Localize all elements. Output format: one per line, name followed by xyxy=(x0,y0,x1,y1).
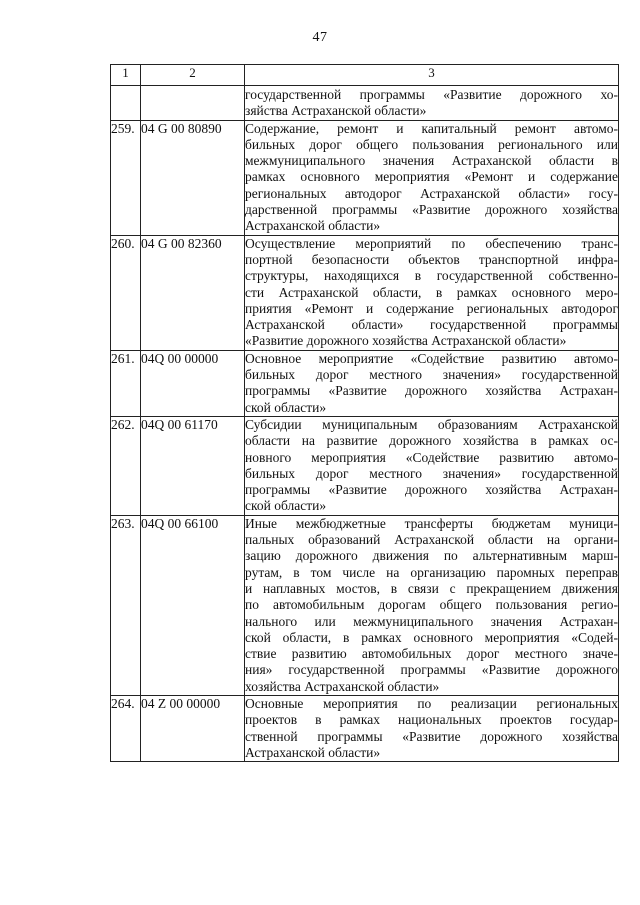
row-number: 264. xyxy=(111,695,141,761)
description-line: «Развитие дорожного хозяйства Астраханской области» xyxy=(245,333,567,349)
row-code: 04 Z 00 00000 xyxy=(141,695,245,761)
description-line: ственной программы «Развитие дорожного хозяйства xyxy=(245,728,618,744)
description-line: дарственной программы «Развитие дорожного хозяйства xyxy=(245,202,618,218)
description-line: Содержание, ремонт и капитальный ремонт автомо- xyxy=(245,120,618,136)
description-line: Основные мероприятия по реализации региональных xyxy=(245,695,618,711)
table-row xyxy=(111,416,619,515)
description-line: ской области» xyxy=(245,498,327,514)
row-description xyxy=(245,86,619,121)
row-number: 259. xyxy=(111,120,141,235)
continuation-row xyxy=(111,86,619,121)
description-line: зацию дорожного движения по альтернативным марш- xyxy=(245,548,618,564)
description-line: ской области» xyxy=(245,399,327,415)
description-line: межмуниципального значения Астраханской области в xyxy=(245,153,618,169)
row-number: 262. xyxy=(111,416,141,515)
row-description xyxy=(245,515,619,695)
row-code: 04Q 00 66100 xyxy=(141,515,245,695)
row-description xyxy=(245,695,619,761)
description-line: Основное мероприятие «Содействие развитию автомо- xyxy=(245,350,618,366)
description-line: Астраханской области» государственной программы xyxy=(245,317,618,333)
description-line: проектов в рамках национальных проектов государ- xyxy=(245,712,618,728)
description-line: бильных дорог местного значения» государственной xyxy=(245,367,618,383)
description-line: структуры, находящихся в государственной собственно- xyxy=(245,268,618,284)
description-line: хозяйства Астраханской области» xyxy=(245,678,440,694)
description-line: сти Астраханской области, в рамках основного меро- xyxy=(245,284,618,300)
description-line: зяйства Астраханской области» xyxy=(245,103,427,119)
row-number: 263. xyxy=(111,515,141,695)
row-description xyxy=(245,350,619,416)
description-line: пальных образований Астраханской области на органи- xyxy=(245,532,618,548)
row-number: 261. xyxy=(111,350,141,416)
header-row xyxy=(111,65,619,86)
description-line: программы «Развитие дорожного хозяйства Астрахан- xyxy=(245,482,618,498)
row-description xyxy=(245,120,619,235)
row-code: 04 G 00 80890 xyxy=(141,120,245,235)
description-line: рамках основного мероприятия «Ремонт и содержание xyxy=(245,169,618,185)
description-line: области на развитие дорожного хозяйства в рамках ос- xyxy=(245,433,618,449)
description-line: рутам, в том числе на организацию паромных переправ xyxy=(245,564,618,580)
row-code: 04 G 00 82360 xyxy=(141,235,245,350)
description-line: приятия «Ремонт и содержание региональных автодорог xyxy=(245,300,618,316)
description-line: Осуществление мероприятий по обеспечению транс- xyxy=(245,235,618,251)
description-line: программы «Развитие дорожного хозяйства Астрахан- xyxy=(245,383,618,399)
description-line: Иные межбюджетные трансферты бюджетам муници- xyxy=(245,515,618,531)
description-line: бильных дорог местного значения» государственной xyxy=(245,465,618,481)
row-code xyxy=(141,86,245,121)
description-line: портной безопасности объектов транспортной инфра- xyxy=(245,251,618,267)
row-number xyxy=(111,86,141,121)
description-line: нального или межмуниципального значения Астрахан- xyxy=(245,613,618,629)
table-row xyxy=(111,235,619,350)
description-line: по автомобильным дорогам общего пользования регио- xyxy=(245,597,618,613)
page-number: 47 xyxy=(312,30,328,45)
description-line: бильных дорог общего пользования регионального или xyxy=(245,136,618,152)
description-line: ствие развитию автомобильных дорог местного значе- xyxy=(245,646,618,662)
description-line: ской области, в рамках основного мероприятия «Содей- xyxy=(245,629,618,645)
description-line: региональных автодорог Астраханской области» госу- xyxy=(245,185,618,201)
budget-classification-table xyxy=(110,64,619,762)
header-col-2: 2 xyxy=(141,65,245,86)
description-line: и наплавных мостов, в связи с прекращением движения xyxy=(245,580,618,596)
table-row xyxy=(111,350,619,416)
row-description xyxy=(245,235,619,350)
table-row xyxy=(111,695,619,761)
row-code: 04Q 00 61170 xyxy=(141,416,245,515)
description-line: новного мероприятия «Содействие развитию автомо- xyxy=(245,449,618,465)
description-line: ния» государственной программы «Развитие дорожного xyxy=(245,662,618,678)
description-line: государственной программы «Развитие дорожного хо- xyxy=(245,87,618,102)
row-code: 04Q 00 00000 xyxy=(141,350,245,416)
row-description xyxy=(245,416,619,515)
description-line: Астраханской области» xyxy=(245,218,381,234)
table-row xyxy=(111,515,619,695)
header-col-3: 3 xyxy=(245,65,619,86)
description-line: Астраханской области» xyxy=(245,744,381,760)
description-line: Субсидии муниципальным образованиям Астраханской xyxy=(245,416,618,432)
header-col-1: 1 xyxy=(111,65,141,86)
table-row xyxy=(111,120,619,235)
row-number: 260. xyxy=(111,235,141,350)
